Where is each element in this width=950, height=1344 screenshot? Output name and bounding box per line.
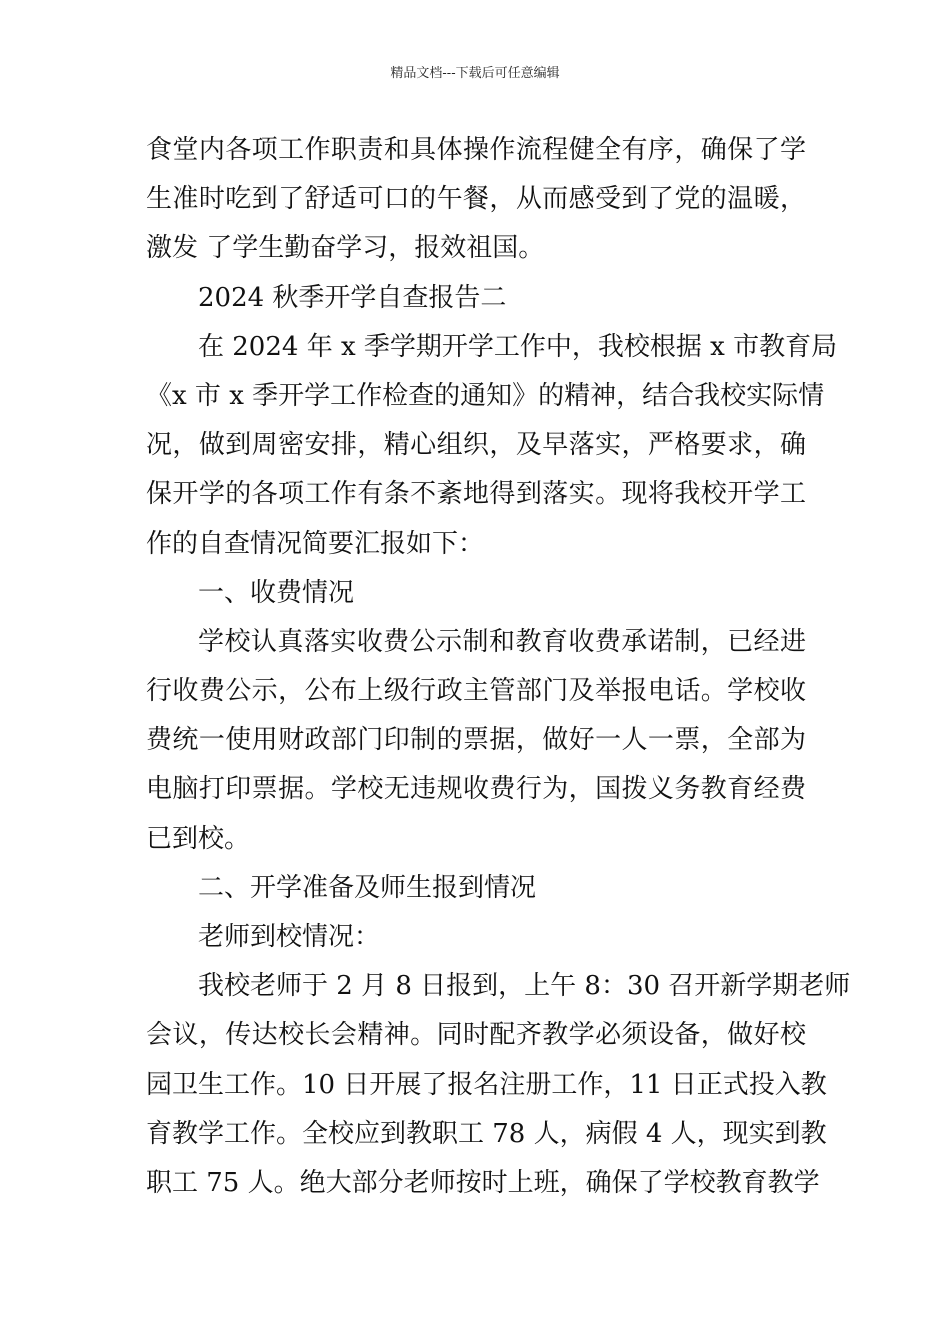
- text-line: 职工 75 人。绝大部分老师按时上班，确保了学校教育教学: [146, 1167, 820, 1198]
- text-line: 激发 了学生勤奋学习，报效祖国。: [146, 233, 545, 264]
- text-line: 生准时吃到了舒适可口的午餐，从而感受到了党的温暖，: [146, 184, 806, 215]
- text-line: 作的自查情况简要汇报如下：: [146, 528, 485, 559]
- text-line: 食堂内各项工作职责和具体操作流程健全有序，确保了学: [146, 135, 806, 165]
- section-title: 2024 秋季开学自查报告二: [198, 282, 507, 313]
- subsection-heading: 老师到校情况：: [198, 922, 381, 952]
- text-line: 电脑打印票据。学校无违规收费行为，国拨义务教育经费: [146, 774, 806, 805]
- text-line: 《x 市 x 季开学工作检查的通知》的精神，结合我校实际情: [146, 380, 825, 411]
- text-line: 学校认真落实收费公示制和教育收费承诺制，已经进: [198, 626, 806, 657]
- text-line: 费统一使用财政部门印制的票据，做好一人一票，全部为: [146, 725, 806, 756]
- text-line: 已到校。: [146, 823, 251, 854]
- text-line: 育教学工作。全校应到教职工 78 人，病假 4 人，现实到教: [146, 1118, 827, 1149]
- section-heading: 一、收费情况: [198, 577, 355, 608]
- text-line: 行收费公示，公布上级行政主管部门及举报电话。学校收: [146, 676, 806, 707]
- text-line: 在 2024 年 x 季学期开学工作中，我校根据 x 市教育局: [198, 331, 838, 362]
- text-line: 会议，传达校长会精神。同时配齐教学必须设备，做好校: [146, 1020, 806, 1051]
- document-body: [146, 126, 851, 1208]
- text-line: 保开学的各项工作有条不紊地得到落实。现将我校开学工: [146, 479, 806, 510]
- text-line: 我校老师于 2 月 8 日报到，上午 8：30 召开新学期老师: [198, 971, 851, 1002]
- page-header: 精品文档---下载后可任意编辑: [390, 66, 560, 81]
- text-line: 况，做到周密安排，精心组织，及早落实，严格要求，确: [146, 430, 806, 461]
- text-line: 园卫生工作。10 日开展了报名注册工作，11 日正式投入教: [146, 1069, 827, 1100]
- section-heading: 二、开学准备及师生报到情况: [198, 872, 537, 903]
